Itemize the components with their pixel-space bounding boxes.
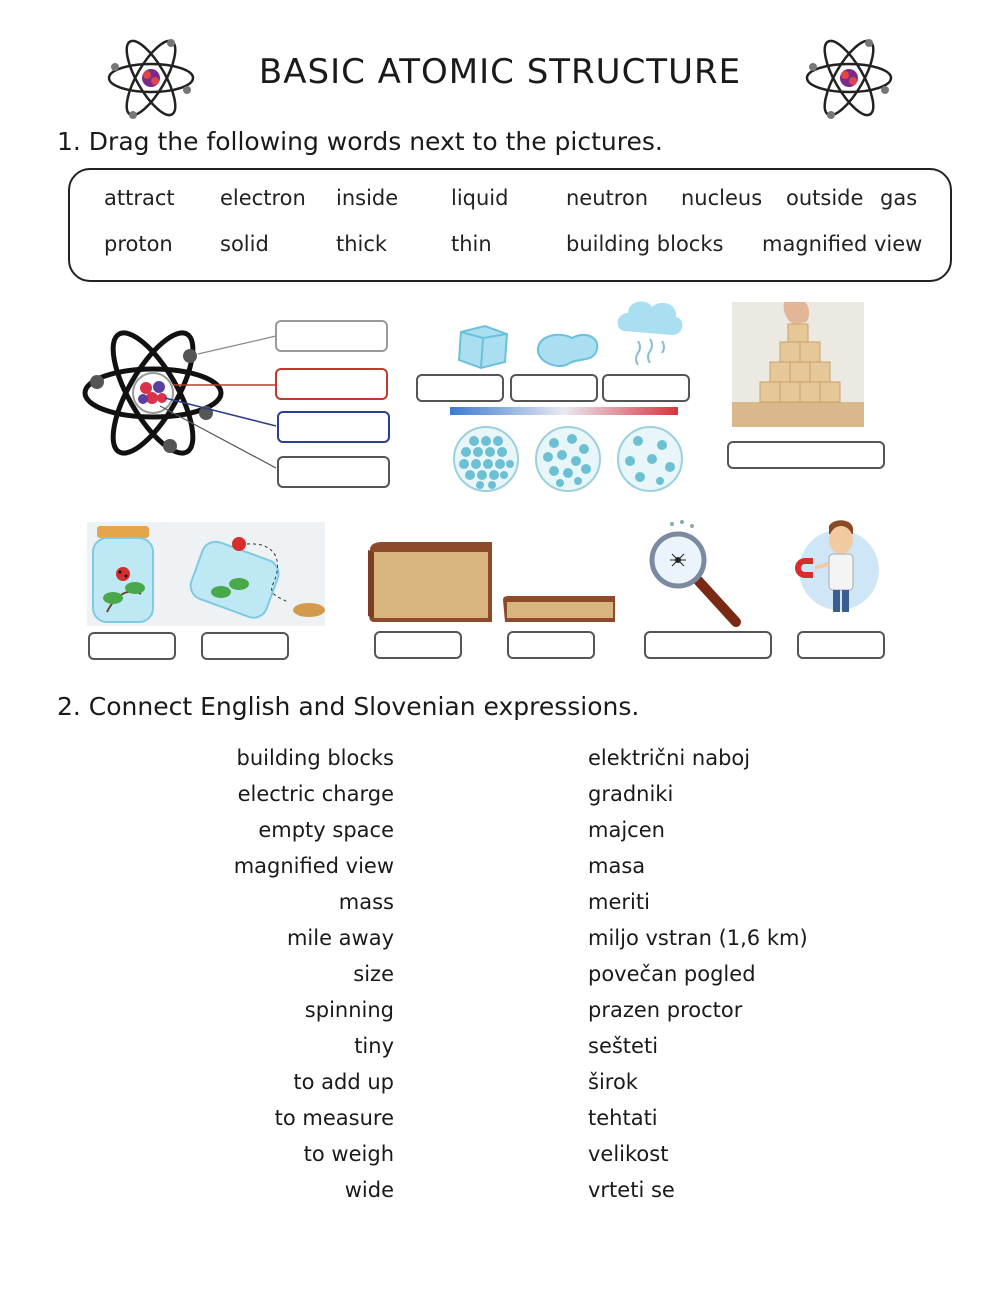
english-item[interactable]: mile away (286, 926, 394, 950)
slovenian-item[interactable]: širok (588, 1070, 638, 1094)
drop-box-building-blocks[interactable] (727, 441, 885, 469)
drop-box-neutron[interactable] (277, 456, 390, 488)
drop-box-attract[interactable] (797, 631, 885, 659)
english-item[interactable]: to add up (293, 1070, 394, 1094)
word-nucleus[interactable]: nucleus (681, 186, 763, 210)
drop-box-magnified-view[interactable] (644, 631, 772, 659)
slovenian-item[interactable]: meriti (588, 890, 650, 914)
temperature-bar-icon (450, 406, 678, 416)
drop-box-solid[interactable] (416, 374, 504, 402)
magnifying-glass-icon (648, 518, 744, 628)
word-outside[interactable]: outside (786, 186, 864, 210)
word-inside[interactable]: inside (336, 186, 399, 210)
steam-cloud-icon (614, 295, 686, 371)
english-item[interactable]: empty space (258, 818, 394, 842)
water-puddle-icon (532, 328, 604, 370)
particle-solid-icon (452, 425, 520, 493)
ladybug-jar-icon (87, 522, 325, 626)
slovenian-item[interactable]: povečan pogled (588, 962, 756, 986)
word-electron[interactable]: electron (220, 186, 306, 210)
english-item[interactable]: spinning (304, 998, 394, 1022)
slovenian-item[interactable]: vrteti se (588, 1178, 675, 1202)
english-item[interactable]: wide (344, 1178, 394, 1202)
english-item[interactable]: building blocks (236, 746, 394, 770)
drop-box-thick[interactable] (374, 631, 462, 659)
word-liquid[interactable]: liquid (451, 186, 509, 210)
slovenian-item[interactable]: velikost (588, 1142, 669, 1166)
english-item[interactable]: mass (338, 890, 394, 914)
slovenian-item[interactable]: tehtati (588, 1106, 658, 1130)
wooden-blocks-icon (732, 302, 864, 427)
english-item[interactable]: size (353, 962, 394, 986)
slovenian-item[interactable]: miljo vstran (1,6 km) (588, 926, 808, 950)
particle-liquid-icon (534, 425, 602, 493)
word-solid[interactable]: solid (220, 232, 269, 256)
word-thin[interactable]: thin (451, 232, 492, 256)
task1-heading: 1. Drag the following words next to the pictures. (57, 127, 663, 156)
drop-box-thin[interactable] (507, 631, 595, 659)
particle-gas-icon (616, 425, 684, 493)
drop-box-inside[interactable] (88, 632, 176, 660)
word-proton[interactable]: proton (104, 232, 173, 256)
drop-box-outside[interactable] (201, 632, 289, 660)
task2-heading: 2. Connect English and Slovenian expressions. (57, 692, 640, 721)
word-attract[interactable]: attract (104, 186, 175, 210)
thin-book-icon (503, 596, 615, 622)
word-magnified-view[interactable]: magnified view (762, 232, 923, 256)
drop-box-proton[interactable] (277, 411, 390, 443)
word-thick[interactable]: thick (336, 232, 388, 256)
drop-box-liquid[interactable] (510, 374, 598, 402)
drop-box-gas[interactable] (602, 374, 690, 402)
word-neutron[interactable]: neutron (566, 186, 649, 210)
english-item[interactable]: electric charge (237, 782, 394, 806)
thick-book-icon (368, 542, 494, 622)
slovenian-item[interactable]: masa (588, 854, 646, 878)
slovenian-item[interactable]: majcen (588, 818, 665, 842)
ice-cube-icon (455, 322, 511, 372)
page-title: BASIC ATOMIC STRUCTURE (258, 52, 742, 92)
english-item[interactable]: magnified view (233, 854, 394, 878)
english-item[interactable]: to measure (274, 1106, 394, 1130)
word-building-blocks[interactable]: building blocks (566, 232, 724, 256)
drop-box-nucleus[interactable] (275, 368, 388, 400)
slovenian-item[interactable]: električni naboj (588, 746, 751, 770)
slovenian-item[interactable]: prazen proctor (588, 998, 743, 1022)
slovenian-item[interactable]: gradniki (588, 782, 674, 806)
english-item[interactable]: to weigh (303, 1142, 394, 1166)
slovenian-item[interactable]: sešteti (588, 1034, 659, 1058)
scientist-magnet-icon (795, 518, 881, 618)
word-gas[interactable]: gas (880, 186, 918, 210)
drop-box-electron[interactable] (275, 320, 388, 352)
english-item[interactable]: tiny (354, 1034, 394, 1058)
